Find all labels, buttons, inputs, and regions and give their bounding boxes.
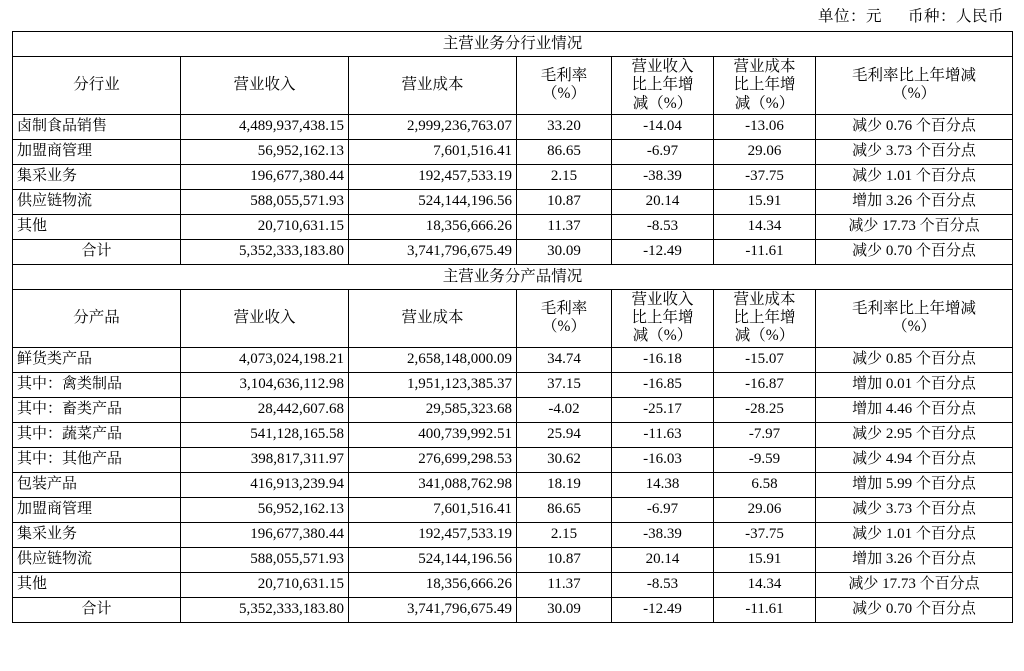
row-margin: 34.74 [517,347,612,372]
table2-title: 主营业务分产品情况 [13,264,1013,289]
row-revenue: 5,352,333,183.80 [181,239,349,264]
row-revenue-change: -6.97 [612,497,714,522]
header-line: 减（%） [632,94,693,112]
row-margin-change: 减少 2.95 个百分点 [816,422,1013,447]
row-cost-change: -11.61 [714,239,816,264]
row-cost: 18,356,666.26 [349,214,517,239]
row-margin-change: 增加 3.26 个百分点 [816,547,1013,572]
header-line: （%） [542,318,586,336]
row-revenue-change: -8.53 [612,214,714,239]
row-total-label: 合计 [13,597,181,622]
table2-title-row [13,264,1013,289]
row-margin-change: 减少 1.01 个百分点 [816,164,1013,189]
header-line: 营业成本 [733,58,796,75]
table1-header-cell [612,57,714,115]
row-cost-change: -37.75 [714,164,816,189]
row-margin: 33.20 [517,114,612,139]
header-line: 比上年增 [733,309,796,327]
row-cost-change: -7.97 [714,422,816,447]
row-revenue-change: -6.97 [612,139,714,164]
row-revenue: 588,055,571.93 [181,547,349,572]
row-cost: 2,658,148,000.09 [349,347,517,372]
table-row [13,422,1013,447]
row-revenue-change: -14.04 [612,114,714,139]
header-line: 减（%） [632,327,693,345]
table-row [13,239,1013,264]
row-cost-change: -13.06 [714,114,816,139]
row-revenue: 196,677,380.44 [181,164,349,189]
row-revenue: 3,104,636,112.98 [181,372,349,397]
row-cost-change: 14.34 [714,214,816,239]
row-margin: 25.94 [517,422,612,447]
row-cost-change: 14.34 [714,572,816,597]
table2-header-row [13,289,1013,347]
row-total-label: 合计 [13,239,181,264]
row-margin-change: 减少 0.76 个百分点 [816,114,1013,139]
row-name: 包装产品 [13,472,181,497]
table-row [13,397,1013,422]
table-row [13,347,1013,372]
header-line: 减（%） [734,327,795,345]
table1-header-row [13,57,1013,115]
row-revenue-change: -25.17 [612,397,714,422]
row-cost-change: 15.91 [714,547,816,572]
row-margin: 11.37 [517,572,612,597]
row-margin-change: 增加 3.26 个百分点 [816,189,1013,214]
row-margin: 30.09 [517,597,612,622]
row-name: 集采业务 [13,164,181,189]
table1-header-cell [816,57,1013,115]
row-cost: 400,739,992.51 [349,422,517,447]
row-name: 其中：蔬菜产品 [13,422,181,447]
row-revenue: 20,710,631.15 [181,572,349,597]
row-cost: 18,356,666.26 [349,572,517,597]
row-revenue-change: -38.39 [612,164,714,189]
table1-header-cell [517,57,612,115]
row-cost: 192,457,533.19 [349,164,517,189]
row-margin-change: 增加 4.46 个百分点 [816,397,1013,422]
row-cost: 192,457,533.19 [349,522,517,547]
header-line: 比上年增 [733,76,796,94]
table1-header-cell [349,57,517,115]
row-margin: 2.15 [517,522,612,547]
unit-currency-note [12,0,1012,31]
row-name: 供应链物流 [13,189,181,214]
row-revenue-change: -11.63 [612,422,714,447]
row-revenue: 5,352,333,183.80 [181,597,349,622]
row-margin: 86.65 [517,497,612,522]
row-revenue-change: 14.38 [612,472,714,497]
row-name: 其中：其他产品 [13,447,181,472]
row-revenue: 4,073,024,198.21 [181,347,349,372]
row-cost: 276,699,298.53 [349,447,517,472]
header-line: 毛利率 [540,67,588,85]
row-margin: 10.87 [517,547,612,572]
header-line: 分行业 [73,76,120,94]
row-revenue-change: -8.53 [612,572,714,597]
row-revenue: 20,710,631.15 [181,214,349,239]
header-line: 毛利率比上年增减 [852,67,977,85]
row-revenue: 56,952,162.13 [181,139,349,164]
table2-header-cell [517,289,612,347]
row-revenue-change: -16.18 [612,347,714,372]
row-cost-change: 6.58 [714,472,816,497]
row-cost: 341,088,762.98 [349,472,517,497]
row-cost: 7,601,516.41 [349,497,517,522]
header-line: （%） [542,85,586,103]
table2-header-cell [181,289,349,347]
table1-header-cell [13,57,181,115]
row-margin-change: 减少 3.73 个百分点 [816,497,1013,522]
main-business-table [12,31,1013,623]
header-line: 营业收入 [233,76,296,94]
row-revenue: 588,055,571.93 [181,189,349,214]
table-row [13,572,1013,597]
table1-header-cell [714,57,816,115]
row-margin: 11.37 [517,214,612,239]
table-row [13,189,1013,214]
header-line: 营业收入 [233,309,296,327]
row-name: 其中：禽类制品 [13,372,181,397]
table-row [13,497,1013,522]
header-line: 毛利率比上年增减 [852,299,977,317]
table2-header-cell [13,289,181,347]
row-revenue-change: -12.49 [612,597,714,622]
header-line: 减（%） [734,94,795,112]
header-line: 营业成本 [401,76,464,94]
header-line: （%） [892,318,936,336]
header-line: 分产品 [73,309,120,327]
row-margin-change: 减少 0.70 个百分点 [816,239,1013,264]
row-cost-change: -16.87 [714,372,816,397]
table-row [13,472,1013,497]
row-name: 其他 [13,214,181,239]
row-name: 卤制食品销售 [13,114,181,139]
row-margin-change: 减少 0.85 个百分点 [816,347,1013,372]
unit-label: 单位：元 [817,8,882,25]
table-row [13,547,1013,572]
table2-header-cell [714,289,816,347]
row-revenue-change: 20.14 [612,547,714,572]
row-cost: 2,999,236,763.07 [349,114,517,139]
row-cost: 524,144,196.56 [349,189,517,214]
table-row [13,139,1013,164]
row-margin: 86.65 [517,139,612,164]
row-name: 其他 [13,572,181,597]
header-line: （%） [892,85,936,103]
row-revenue-change: -16.03 [612,447,714,472]
header-line: 营业收入 [631,58,694,75]
row-revenue: 416,913,239.94 [181,472,349,497]
row-name: 集采业务 [13,522,181,547]
row-cost-change: 29.06 [714,497,816,522]
row-margin: 37.15 [517,372,612,397]
header-line: 营业成本 [401,309,464,327]
row-name: 加盟商管理 [13,139,181,164]
row-margin: 10.87 [517,189,612,214]
row-revenue-change: 20.14 [612,189,714,214]
row-margin-change: 减少 17.73 个百分点 [816,572,1013,597]
table1-header-cell [181,57,349,115]
header-line: 比上年增 [631,309,694,327]
row-margin-change: 减少 3.73 个百分点 [816,139,1013,164]
header-line: 营业成本 [733,290,796,308]
header-line: 毛利率 [540,299,588,317]
row-margin: 2.15 [517,164,612,189]
row-margin-change: 减少 17.73 个百分点 [816,214,1013,239]
header-line: 营业收入 [631,290,694,308]
table1-title: 主营业务分行业情况 [13,32,1013,57]
row-cost: 3,741,796,675.49 [349,239,517,264]
row-revenue: 541,128,165.58 [181,422,349,447]
table-row [13,214,1013,239]
row-cost-change: -28.25 [714,397,816,422]
row-revenue: 4,489,937,438.15 [181,114,349,139]
row-revenue: 56,952,162.13 [181,497,349,522]
table2-header-cell [612,289,714,347]
row-revenue-change: -16.85 [612,372,714,397]
row-revenue: 196,677,380.44 [181,522,349,547]
row-revenue: 28,442,607.68 [181,397,349,422]
row-cost: 3,741,796,675.49 [349,597,517,622]
row-cost: 7,601,516.41 [349,139,517,164]
row-cost-change: -9.59 [714,447,816,472]
row-name: 供应链物流 [13,547,181,572]
row-cost-change: 15.91 [714,189,816,214]
row-margin-change: 减少 0.70 个百分点 [816,597,1013,622]
row-name: 其中：畜类产品 [13,397,181,422]
table2-header-cell [816,289,1013,347]
row-margin-change: 增加 5.99 个百分点 [816,472,1013,497]
currency-label: 币种：人民币 [907,8,1004,25]
table1-title-row [13,32,1013,57]
row-cost-change: -11.61 [714,597,816,622]
row-name: 加盟商管理 [13,497,181,522]
table-row [13,522,1013,547]
table-row [13,447,1013,472]
table2-header-cell [349,289,517,347]
row-cost: 29,585,323.68 [349,397,517,422]
table-row [13,164,1013,189]
row-margin-change: 减少 1.01 个百分点 [816,522,1013,547]
table-row [13,114,1013,139]
row-cost-change: -37.75 [714,522,816,547]
row-margin: -4.02 [517,397,612,422]
row-cost-change: 29.06 [714,139,816,164]
row-revenue: 398,817,311.97 [181,447,349,472]
row-cost: 1,951,123,385.37 [349,372,517,397]
row-revenue-change: -12.49 [612,239,714,264]
row-revenue-change: -38.39 [612,522,714,547]
row-margin-change: 减少 4.94 个百分点 [816,447,1013,472]
row-margin: 30.09 [517,239,612,264]
financial-tables [12,31,1012,623]
row-cost: 524,144,196.56 [349,547,517,572]
row-margin-change: 增加 0.01 个百分点 [816,372,1013,397]
row-margin: 18.19 [517,472,612,497]
table-row [13,372,1013,397]
row-margin: 30.62 [517,447,612,472]
row-name: 鲜货类产品 [13,347,181,372]
row-cost-change: -15.07 [714,347,816,372]
header-line: 比上年增 [631,76,694,94]
table-row [13,597,1013,622]
